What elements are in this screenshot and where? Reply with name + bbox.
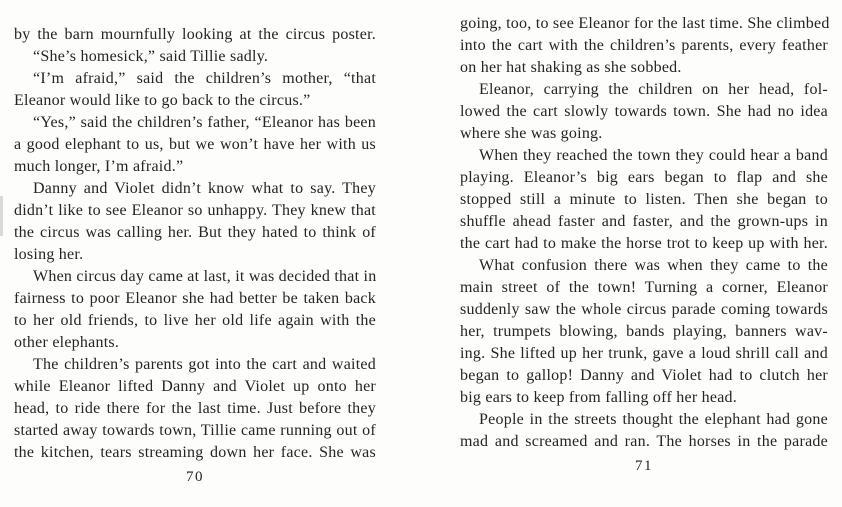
text-line: into the cart with the children’s parents, every feather (460, 37, 828, 54)
text-line: going, too, to see Eleanor for the last time. She climbed (460, 15, 830, 32)
text-line: People in the streets thought the elephant had gone (479, 411, 828, 428)
text-line: main street of the town! Turning a corner, Eleanor (460, 279, 828, 296)
left-page-number: 70 (186, 469, 204, 485)
text-line: the circus was calling her. But they hated to think of (14, 224, 376, 241)
text-line: her, trumpets blowing, bands playing, banners wav- (460, 323, 828, 340)
text-line: began to gallop! Danny and Violet had to clutch her (460, 367, 828, 384)
text-line: When they reached the town they could hear a band (479, 147, 828, 164)
text-line: suddenly saw the whole circus parade coming towards (460, 301, 828, 318)
text-line: where she was going. (460, 125, 603, 142)
text-line: head, to ride there for the last time. Just before they (14, 400, 376, 417)
text-line: Danny and Violet didn’t know what to say. They (33, 180, 376, 197)
text-line: When circus day came at last, it was decided that in (33, 268, 377, 285)
right-page-number: 71 (635, 458, 653, 474)
left-page-text (14, 24, 376, 464)
text-line: lowed the cart slowly towards town. She had no idea (460, 103, 828, 120)
right-page (460, 13, 828, 475)
text-line: ing. She lifted up her trunk, gave a loud shrill call and (460, 345, 828, 362)
text-line: much longer, I’m afraid.” (14, 158, 184, 175)
text-line: fairness to poor Eleanor she had better be taken back (14, 290, 376, 307)
text-line: a good elephant to us, but we won’t have her with us (14, 136, 376, 153)
text-line: losing her. (14, 246, 84, 263)
text-line: didn’t like to see Eleanor so unhappy. They knew that (14, 202, 376, 219)
right-page-text (460, 13, 828, 453)
text-line: the cart had to make the horse trot to keep up with her. (460, 235, 828, 252)
text-line: by the barn mournfully looking at the circus poster. (14, 26, 376, 43)
text-line: Eleanor, carrying the children on her head, fol- (479, 81, 828, 98)
text-line: What confusion there was when they came to the (479, 257, 828, 274)
text-line: mad and screamed and ran. The horses in the parade (460, 433, 828, 450)
text-line: while Eleanor lifted Danny and Violet up onto her (14, 378, 376, 395)
text-line: “She’s homesick,” said Tillie sadly. (33, 48, 269, 65)
text-line: stopped still a minute to listen. Then she began to (460, 191, 828, 208)
text-line: on her hat shaking as she sobbed. (460, 59, 682, 76)
text-line: shuffle ahead faster and faster, and the grown-ups in (460, 213, 828, 230)
text-line: other elephants. (14, 334, 120, 351)
left-page (14, 24, 376, 486)
text-line: started away towards town, Tillie came running out of (14, 422, 376, 439)
text-line: “Yes,” said the children’s father, “Eleanor has been (33, 114, 376, 131)
text-line: to her old friends, to live her old life again with the (14, 312, 376, 329)
text-line: the kitchen, tears streaming down her face. She was (14, 444, 376, 461)
scan-edge-artifact (0, 196, 3, 236)
text-line: big ears to keep from falling off her head. (460, 389, 738, 406)
text-line: “I’m afraid,” said the children’s mother, “that (33, 70, 376, 87)
text-line: Eleanor would like to go back to the circus.” (14, 92, 311, 109)
text-line: The children’s parents got into the cart and waited (33, 356, 376, 373)
text-line: playing. Eleanor’s big ears began to flap and she (460, 169, 828, 186)
